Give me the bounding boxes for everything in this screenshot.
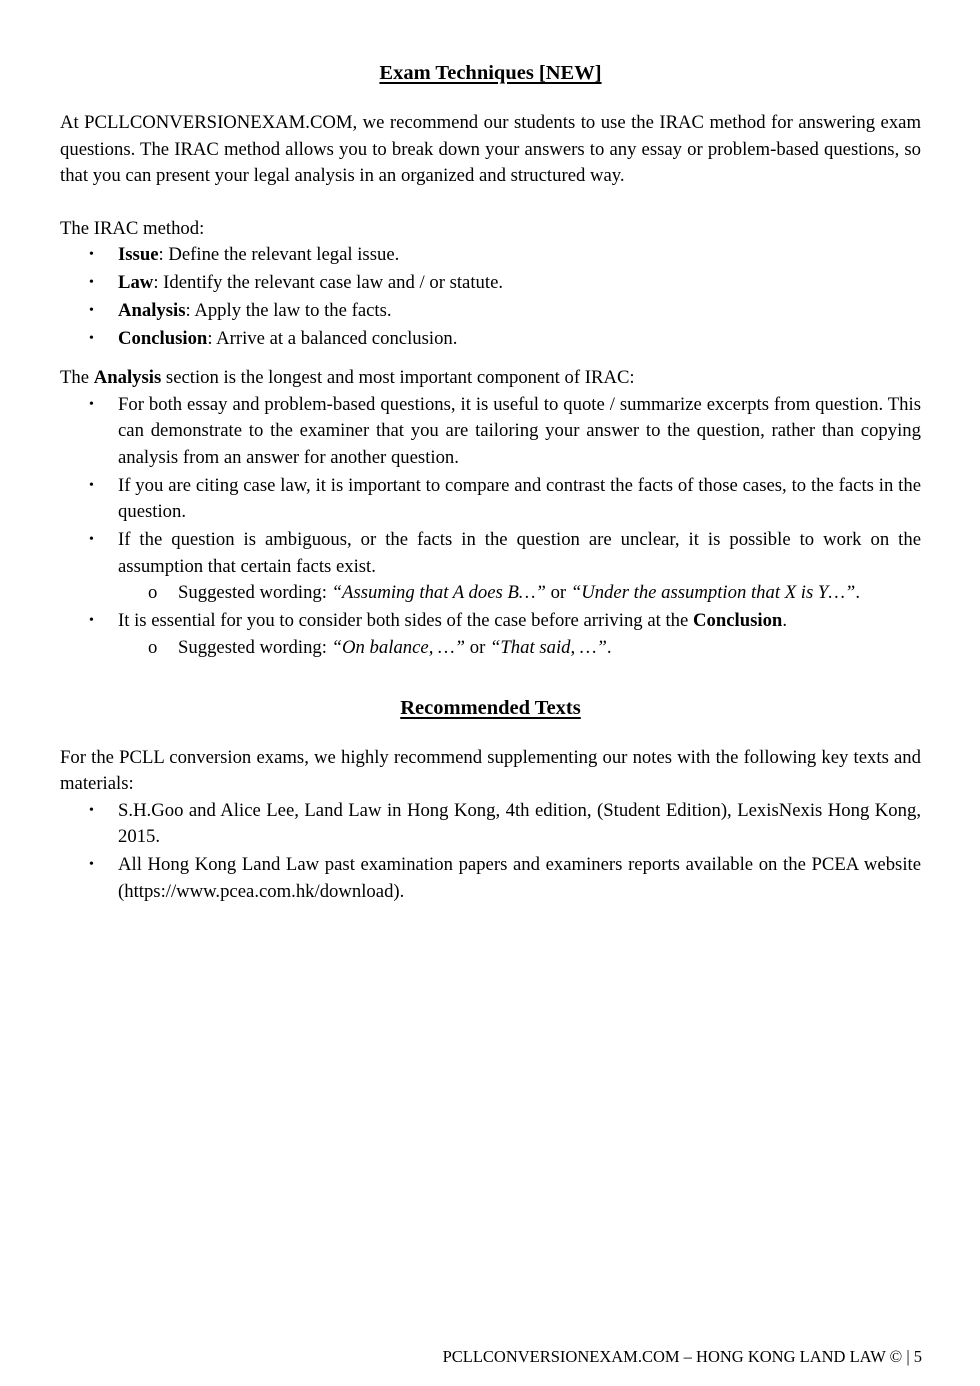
bullet-icon: • [89, 303, 94, 318]
bullet-icon: • [89, 613, 94, 628]
bullet-icon: • [89, 532, 94, 547]
page-footer: PCLLCONVERSIONEXAM.COM – HONG KONG LAND LAW © | 5 [442, 1347, 922, 1366]
analysis-item: • If you are citing case law, it is important to compare and contrast the facts of those cases, to the facts in the question. [89, 474, 921, 522]
bullet-icon: • [89, 331, 94, 346]
bullet-icon: • [89, 857, 94, 872]
bullet-icon: • [89, 247, 94, 262]
heading-exam-techniques: Exam Techniques [NEW] [379, 62, 602, 84]
circle-bullet-icon: o [148, 582, 158, 603]
texts-item: • All Hong Kong Land Law past examination papers and examiners reports available on the PCEA website (https://www.pcea.com.hk/download). [89, 854, 921, 902]
sub-list [118, 635, 921, 662]
heading-recommended-texts: Recommended Texts [400, 696, 581, 719]
texts-list [60, 798, 921, 906]
sub-item: o Suggested wording: “On balance, …” or “That said, …”. [60, 635, 921, 662]
bullet-icon: • [89, 275, 94, 290]
irac-list [60, 242, 921, 353]
irac-item-issue: • Issue: Define the relevant legal issue. [60, 242, 921, 269]
circle-bullet-icon: o [148, 636, 158, 658]
texts-item: • S.H.Goo and Alice Lee, Land Law in Hong Kong, 4th edition, (Student Edition), LexisNexis Hong Kong, 2015. [89, 799, 921, 847]
intro-paragraph: At PCLLCONVERSIONEXAM.COM, we recommend our students to use the IRAC method for answering exam questions. The IRAC method allows you to break down your answers to any essay or problem-based questions, so that you can present your legal analysis in an organized and structured way. [60, 112, 921, 186]
analysis-lead: The Analysis section is the longest and most important component of IRAC: [60, 367, 635, 388]
analysis-list [60, 392, 921, 662]
bullet-icon: • [89, 477, 94, 493]
bullet-icon: • [89, 396, 94, 412]
sub-item: o Suggested wording: “Assuming that A does B…” or “Under the assumption that X is Y…”. [60, 580, 921, 607]
bullet-icon: • [89, 802, 94, 818]
irac-item-law: • Law: Identify the relevant case law and / or statute. [60, 270, 921, 297]
texts-lead: For the PCLL conversion exams, we highly recommend supplementing our notes with the following key texts and materials: [60, 746, 921, 794]
analysis-item: • For both essay and problem-based questions, it is useful to quote / summarize excerpts from question. This can demonstrate to the examiner that you are tailoring your answer to the question, rather than copying analysis from an answer for another question. [89, 393, 921, 468]
sub-list [118, 580, 921, 607]
irac-item-analysis: • Analysis: Apply the law to the facts. [60, 298, 921, 325]
analysis-item: • It is essential for you to consider both sides of the case before arriving at the Conclusion. o Suggested wording: “On balance, …” or “That said, …”. [60, 608, 921, 661]
analysis-item: • If the question is ambiguous, or the facts in the question are unclear, it is possible to work on the assumption that certain facts exist. o Suggested wording: “Assuming that A does B…” or “Under the assumption that X is Y…”. [60, 527, 921, 607]
irac-item-conclusion: • Conclusion: Arrive at a balanced conclusion. [60, 326, 921, 353]
document-page [60, 58, 921, 907]
irac-lead: The IRAC method: [60, 217, 205, 239]
